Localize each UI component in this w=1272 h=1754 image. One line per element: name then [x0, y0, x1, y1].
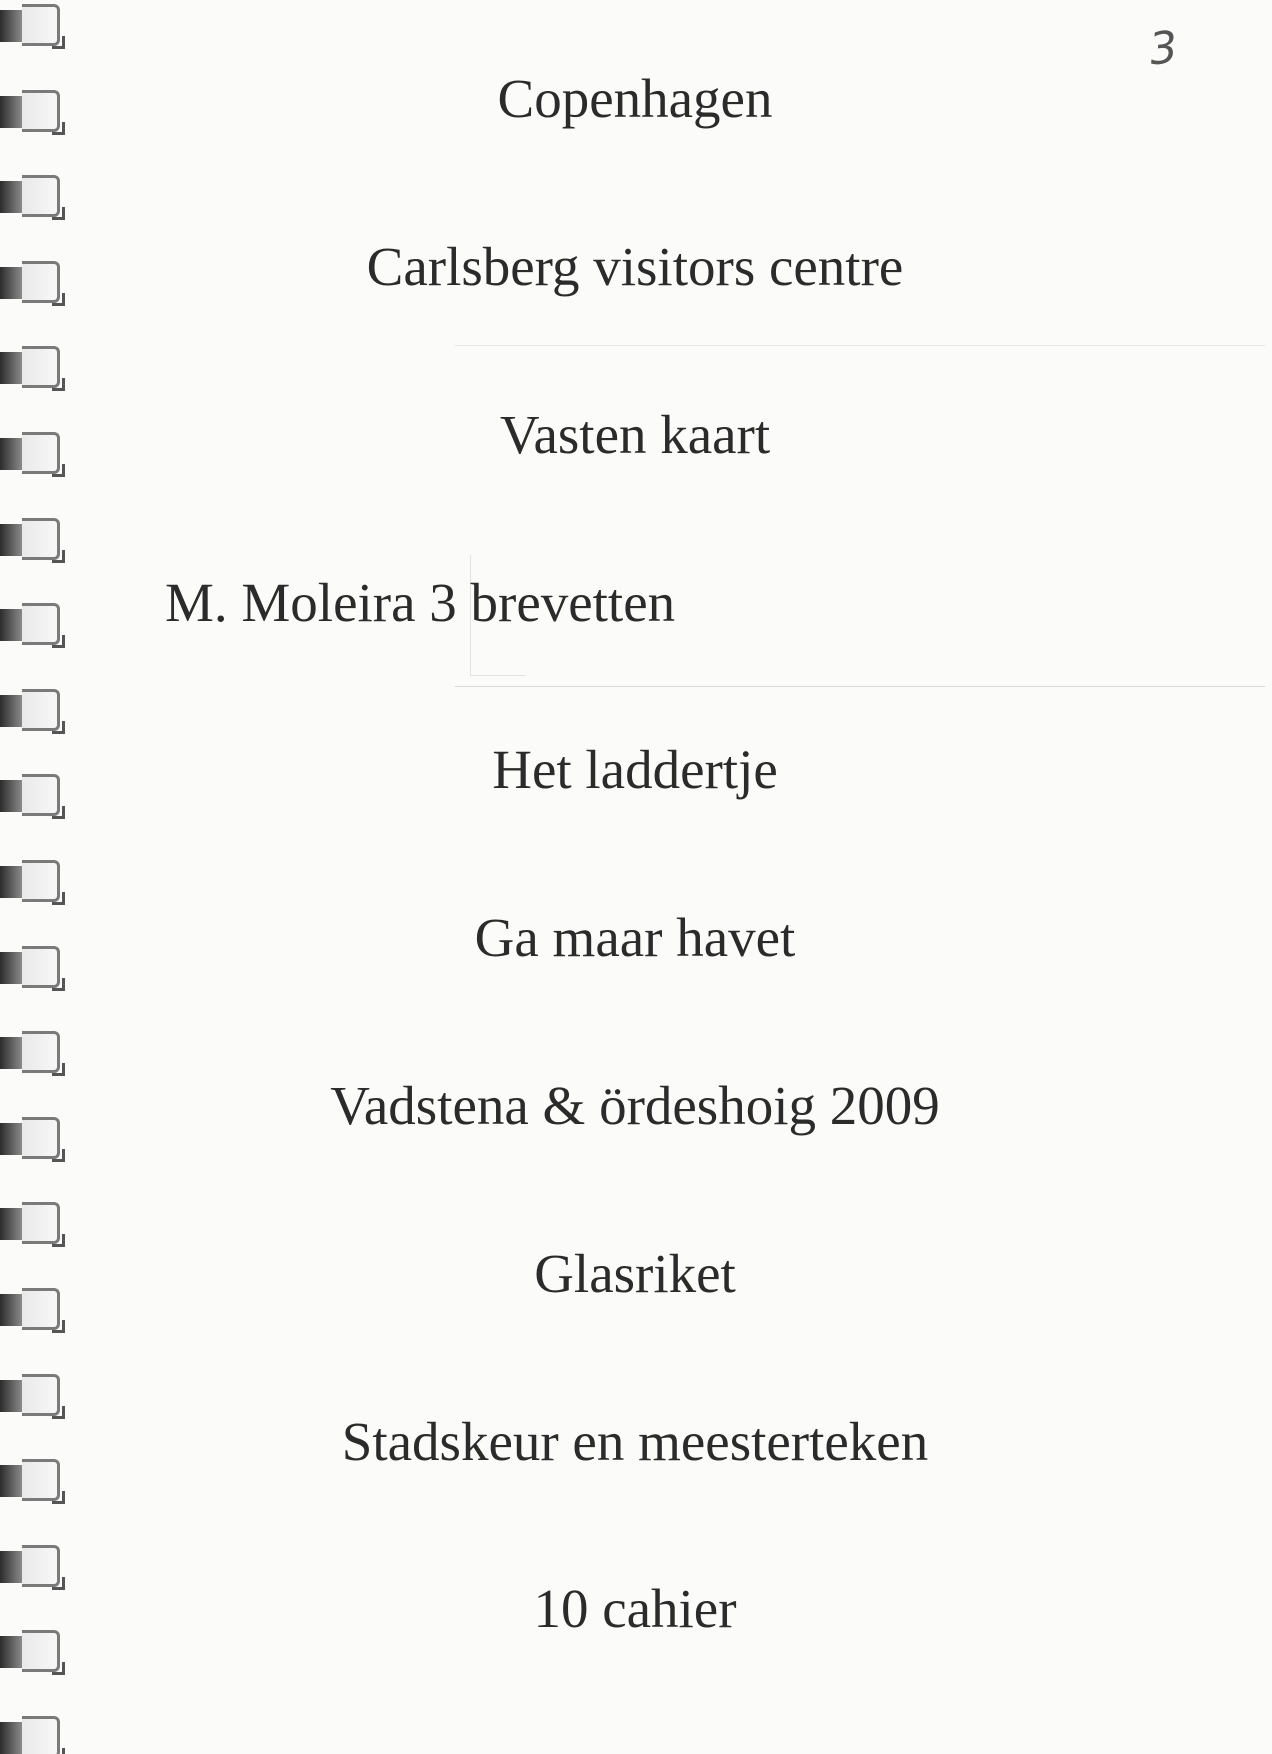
entry-vadstena: Vadstena & ördeshoig 2009: [330, 1075, 940, 1136]
binding-ring: [0, 4, 62, 48]
binding-ring: [0, 175, 62, 219]
spiral-binding: [0, 0, 70, 1754]
binding-ring: [0, 90, 62, 134]
entry-carlsberg: Carlsberg visitors centre: [366, 236, 904, 297]
binding-ring: [0, 1630, 62, 1674]
entry-list: [70, 0, 1270, 1754]
entry-copenhagen: Copenhagen: [497, 68, 773, 129]
binding-ring: [0, 603, 62, 647]
entry-ga-maar-havet: Ga maar havet: [474, 907, 796, 968]
entry-stadskeur: Stadskeur en meesterteken: [341, 1411, 929, 1472]
binding-ring: [0, 432, 62, 476]
binding-ring: [0, 518, 62, 562]
binding-ring: [0, 774, 62, 818]
binding-ring: [0, 1117, 62, 1161]
entry-laddertje: Het laddertje: [492, 739, 778, 800]
binding-ring: [0, 689, 62, 733]
binding-ring: [0, 1202, 62, 1246]
handwritten-page-number: 3: [1147, 21, 1181, 76]
binding-ring: [0, 860, 62, 904]
binding-ring: [0, 261, 62, 305]
entry-moleira: M. Moleira 3 brevetten: [165, 572, 676, 633]
binding-ring: [0, 1716, 62, 1754]
binding-ring: [0, 946, 62, 990]
binding-ring: [0, 1031, 62, 1075]
binding-ring: [0, 1459, 62, 1503]
binding-ring: [0, 1545, 62, 1589]
entry-glasriket: Glasriket: [534, 1243, 736, 1304]
binding-ring: [0, 346, 62, 390]
binding-ring: [0, 1288, 62, 1332]
binding-ring: [0, 1374, 62, 1418]
entry-vasten-kaart: Vasten kaart: [499, 404, 771, 465]
entry-cahier: 10 cahier: [533, 1578, 737, 1639]
